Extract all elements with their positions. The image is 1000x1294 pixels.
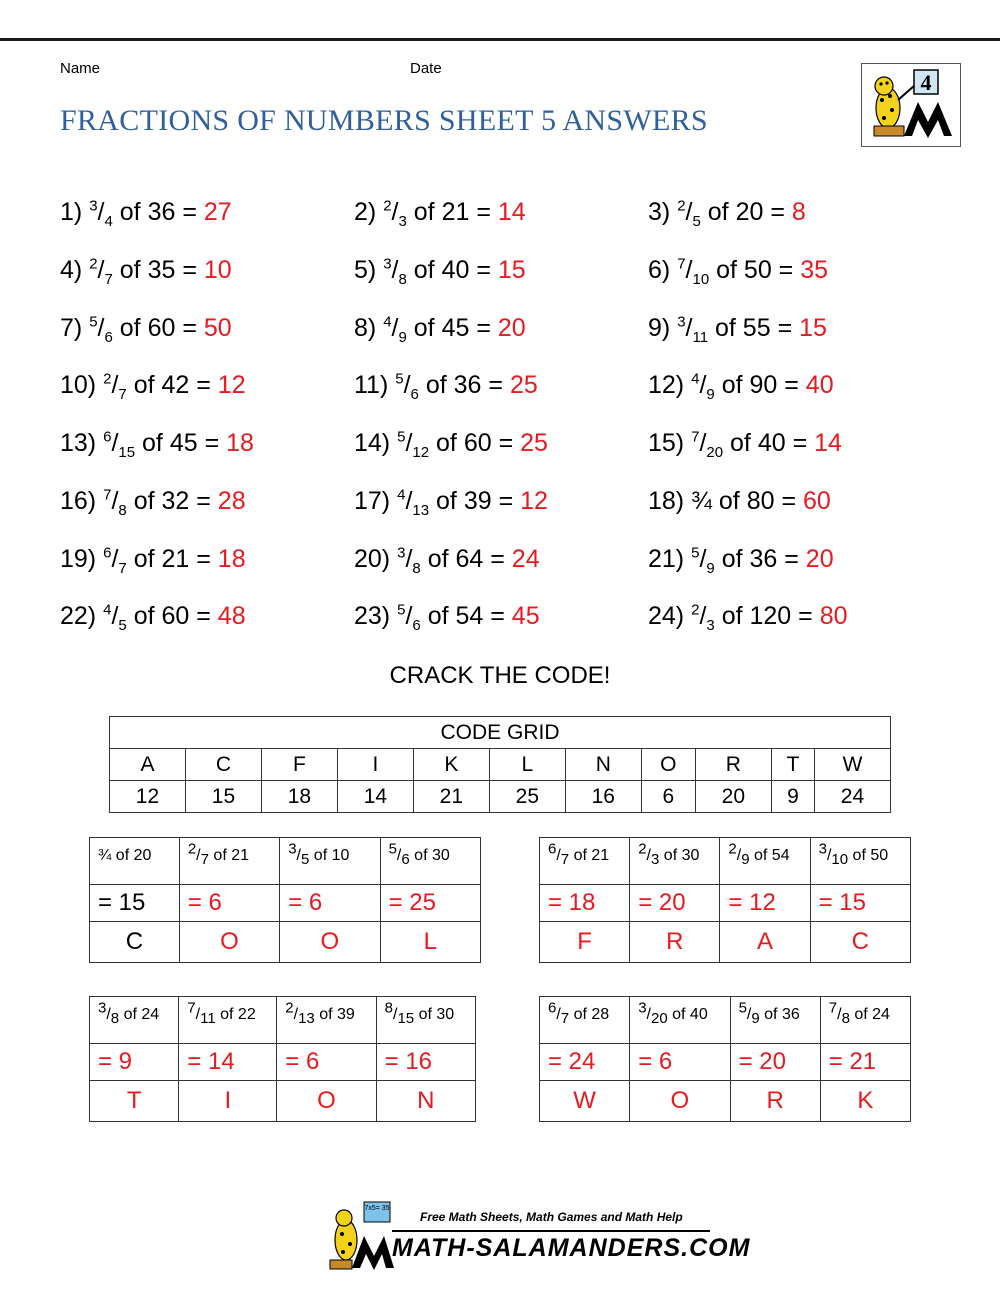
grade-logo xyxy=(861,63,961,147)
question-number: 24) xyxy=(648,602,685,630)
code-box-question: $^7/_8$ of 24 xyxy=(820,997,910,1044)
question-item xyxy=(648,487,831,516)
code-box-question-row xyxy=(90,838,481,885)
code-grid-numbers-row xyxy=(110,781,891,813)
question-text: of 120 = xyxy=(721,602,813,630)
code-grid-number: 21 xyxy=(413,781,489,813)
code-grid-letter: R xyxy=(695,749,771,781)
question-text: of 39 = xyxy=(436,487,514,515)
code-box-question-text: of 30 xyxy=(663,847,700,864)
code-grid-number: 14 xyxy=(337,781,413,813)
fraction-numerator: 4 xyxy=(691,370,700,388)
code-grid-letter: L xyxy=(489,749,565,781)
answer-value: 15 xyxy=(799,314,827,342)
fraction-denominator: 5 xyxy=(118,617,127,634)
question-item: 2) $^2/_3$ of 21 = 14 xyxy=(354,197,526,230)
crack-the-code-heading: CRACK THE CODE! xyxy=(389,662,611,689)
fraction-numerator: 6 xyxy=(103,544,112,562)
logo-badge: 4 xyxy=(920,70,932,95)
question-item: 14) $^5/_{12}$ of 60 = 25 xyxy=(354,428,548,461)
fraction-denominator: 10 xyxy=(692,271,710,288)
fraction-denominator: 7 xyxy=(560,851,570,869)
question-item: 15) $^7/_{20}$ of 40 = 14 xyxy=(648,428,842,461)
code-grid-number: 12 xyxy=(110,781,186,813)
fraction-denominator: 12 xyxy=(412,444,430,461)
question-text: of 21 = xyxy=(133,545,211,573)
fraction-denominator: 9 xyxy=(741,851,750,869)
fraction-denominator: 6 xyxy=(104,329,113,346)
code-box-question-text: of 24 xyxy=(123,1006,160,1023)
answer-value: 80 xyxy=(819,602,848,630)
code-box-question: $^3/_{10}$ of 50 xyxy=(810,838,910,885)
code-box-question-text: of 50 xyxy=(852,847,889,864)
fraction-denominator: 3 xyxy=(706,617,715,634)
question-text: of 36 = xyxy=(425,371,503,399)
question-item: 21) $^5/_9$ of 36 = 20 xyxy=(648,544,834,577)
code-box-answer: = 15 xyxy=(810,885,910,922)
code-box-question-text: of 40 xyxy=(672,1006,708,1023)
fraction-numerator: 2 xyxy=(691,601,700,619)
fraction-numerator: 3 xyxy=(397,544,406,562)
footer-badge: 7x5= 35 xyxy=(364,1205,390,1212)
fraction-numerator: 6 xyxy=(548,999,557,1017)
answer-value: 24 xyxy=(511,545,540,573)
fraction-numerator: 2 xyxy=(638,840,647,858)
fraction-numerator: 7 xyxy=(691,428,700,446)
answer-value: 50 xyxy=(203,314,232,342)
answer-value: 28 xyxy=(217,487,246,515)
code-box-question: $^3/_8$ of 24 xyxy=(90,997,179,1044)
code-box-question: $^6/_7$ of 21 xyxy=(540,838,630,885)
question-number: 20) xyxy=(354,545,391,573)
code-box-letter: T xyxy=(90,1081,179,1122)
code-box-question: $^2/_{13}$ of 39 xyxy=(277,997,376,1044)
fraction-denominator: 10 xyxy=(831,851,849,869)
fraction-denominator: 8 xyxy=(118,502,127,519)
code-box-question-text: of 54 xyxy=(754,847,790,864)
question-number: 6) xyxy=(648,256,671,284)
code-box-letter: K xyxy=(820,1081,910,1122)
question-text: of 35 = xyxy=(119,256,197,284)
code-grid-title: CODE GRID xyxy=(110,717,891,749)
code-box-answer: = 6 xyxy=(280,885,380,922)
question-number: 13) xyxy=(60,429,97,457)
question-text: of 64 = xyxy=(427,545,505,573)
fraction-numerator: 2 xyxy=(103,370,112,388)
code-box-question: $^2/_7$ of 21 xyxy=(179,838,279,885)
question-text: of 60 = xyxy=(436,429,514,457)
fraction-denominator: 9 xyxy=(706,386,715,403)
question-number: 23) xyxy=(354,602,391,630)
fraction-denominator: 5 xyxy=(301,851,310,869)
code-grid-letter: W xyxy=(814,749,890,781)
answer-value: 60 xyxy=(803,487,831,515)
fraction-numerator: 3 xyxy=(98,999,107,1017)
code-box xyxy=(539,996,911,1122)
fraction-numerator: 2 xyxy=(89,255,98,273)
question-item: 16) $^7/_8$ of 32 = 28 xyxy=(60,486,246,519)
code-box-letter: O xyxy=(630,1081,730,1122)
code-box-letter: L xyxy=(380,922,480,963)
question-item: 11) $^5/_6$ of 36 = 25 xyxy=(354,370,538,403)
code-box-question: $^8/_{15}$ of 30 xyxy=(376,997,475,1044)
code-grid xyxy=(109,716,891,813)
code-box-answer: = 18 xyxy=(540,885,630,922)
question-item: 5) $^3/_8$ of 40 = 15 xyxy=(354,255,526,288)
question-number: 16) xyxy=(60,487,97,515)
question-item: 17) $^4/_{13}$ of 39 = 12 xyxy=(354,486,548,519)
question-text: of 90 = xyxy=(721,371,799,399)
code-grid-number: 25 xyxy=(489,781,565,813)
question-number: 21) xyxy=(648,545,685,573)
question-text: of 80 = xyxy=(718,487,797,515)
fraction-denominator: 7 xyxy=(118,560,127,577)
fraction-denominator: 9 xyxy=(706,560,715,577)
code-box-letter-row xyxy=(90,1081,476,1122)
code-grid-letter: A xyxy=(110,749,186,781)
fraction-numerator: 7 xyxy=(677,255,686,273)
answer-value: 8 xyxy=(791,198,806,226)
code-box-answer: = 20 xyxy=(730,1044,820,1081)
fraction-denominator: 8 xyxy=(841,1010,850,1028)
question-number: 11) xyxy=(354,371,389,399)
answer-value: 25 xyxy=(520,429,548,457)
code-grid-letter: T xyxy=(771,749,814,781)
code-box-letter: A xyxy=(720,922,810,963)
question-item: 6) $^7/_{10}$ of 50 = 35 xyxy=(648,255,829,288)
fraction-numerator: 6 xyxy=(103,428,112,446)
question-text: of 60 = xyxy=(133,602,211,630)
code-box-answer: = 24 xyxy=(540,1044,630,1081)
question-item: 23) $^5/_6$ of 54 = 45 xyxy=(354,601,540,634)
code-box-answer: = 9 xyxy=(90,1044,179,1081)
question-number: 17) xyxy=(354,487,391,515)
code-box-letter: C xyxy=(810,922,910,963)
answer-value: 40 xyxy=(805,371,834,399)
code-box-letter-row xyxy=(90,922,481,963)
question-number: 18) xyxy=(648,487,685,515)
code-box-question: $^3/_5$ of 10 xyxy=(280,838,380,885)
fraction-denominator: 20 xyxy=(651,1010,668,1028)
code-box-answer: = 6 xyxy=(277,1044,376,1081)
code-box-letter: W xyxy=(540,1081,630,1122)
fraction-denominator: 3 xyxy=(651,851,660,869)
fraction-numerator: 5 xyxy=(89,313,98,331)
code-box-question xyxy=(90,838,180,885)
question-item: 4) $^2/_7$ of 35 = 10 xyxy=(60,255,232,288)
answer-value: 20 xyxy=(805,545,834,573)
fraction-denominator: 9 xyxy=(751,1010,760,1028)
fraction-denominator: 9 xyxy=(398,329,407,346)
code-box-question: $^7/_{11}$ of 22 xyxy=(179,997,277,1044)
code-box-answer-row xyxy=(540,885,911,922)
fraction-numerator: 2 xyxy=(728,840,737,858)
fraction-numerator: 3 xyxy=(818,840,827,858)
question-text: of 36 = xyxy=(119,198,197,226)
question-number: 22) xyxy=(60,602,97,630)
answer-value: 12 xyxy=(520,487,548,515)
code-box-question-text: of 10 xyxy=(313,847,350,864)
code-box-question-text: of 24 xyxy=(854,1006,890,1023)
code-box-question-text: of 28 xyxy=(573,1006,610,1023)
code-grid-letter: C xyxy=(185,749,261,781)
fraction-denominator: 7 xyxy=(104,271,113,288)
code-box-answer-row xyxy=(90,885,481,922)
fraction-numerator: 4 xyxy=(103,601,112,619)
fraction-denominator: 6 xyxy=(412,617,421,634)
fraction-glyph: ¾ xyxy=(691,487,712,515)
footer-tagline: Free Math Sheets, Math Games and Math Help xyxy=(420,1210,683,1224)
code-box-question: $^2/_9$ of 54 xyxy=(720,838,810,885)
code-box-answer: = 6 xyxy=(630,1044,730,1081)
fraction-numerator: 5 xyxy=(691,544,700,562)
fraction-denominator: 4 xyxy=(104,213,113,230)
code-box xyxy=(539,837,911,963)
question-item: 8) $^4/_9$ of 45 = 20 xyxy=(354,313,526,346)
question-text: of 21 = xyxy=(413,198,491,226)
question-number: 9) xyxy=(648,314,671,342)
answer-value: 35 xyxy=(800,256,829,284)
name-label: Name xyxy=(60,60,101,77)
question-number: 8) xyxy=(354,314,377,342)
code-box-letter: R xyxy=(630,922,720,963)
code-box-question-text: of 21 xyxy=(213,847,250,864)
code-grid-letter: O xyxy=(641,749,695,781)
fraction-denominator: 13 xyxy=(298,1010,315,1028)
fraction-numerator: 5 xyxy=(388,840,397,858)
question-number: 2) xyxy=(354,198,377,226)
question-item: 19) $^6/_7$ of 21 = 18 xyxy=(60,544,246,577)
answer-value: 27 xyxy=(203,198,232,226)
code-grid-number: 6 xyxy=(641,781,695,813)
code-box-question-text: of 30 xyxy=(414,847,450,864)
fraction-denominator: 8 xyxy=(110,1010,120,1028)
fraction-numerator: 8 xyxy=(384,999,393,1017)
question-number: 19) xyxy=(60,545,97,573)
question-item: 20) $^3/_8$ of 64 = 24 xyxy=(354,544,540,577)
code-box-question: $^5/_6$ of 30 xyxy=(380,838,480,885)
question-text: of 40 = xyxy=(730,429,808,457)
answer-value: 18 xyxy=(226,429,254,457)
code-box-answer-row xyxy=(540,1044,911,1081)
fraction-numerator: 3 xyxy=(383,255,392,273)
fraction-glyph: ¾ xyxy=(98,847,112,864)
answer-value: 14 xyxy=(497,198,526,226)
answer-value: 20 xyxy=(497,314,526,342)
code-box-answer: = 21 xyxy=(820,1044,910,1081)
code-box-answer: = 6 xyxy=(179,885,279,922)
question-item: 10) $^2/_7$ of 42 = 12 xyxy=(60,370,246,403)
code-grid-number: 9 xyxy=(771,781,814,813)
fraction-denominator: 8 xyxy=(412,560,421,577)
code-box-letter: O xyxy=(179,922,279,963)
code-box-question-text: of 39 xyxy=(319,1006,355,1023)
answer-value: 45 xyxy=(511,602,540,630)
question-text: of 40 = xyxy=(413,256,491,284)
code-box-answer: = 15 xyxy=(90,885,180,922)
code-box-question-row xyxy=(540,997,911,1044)
answer-value: 12 xyxy=(217,371,246,399)
question-text: of 32 = xyxy=(133,487,211,515)
code-grid-number: 15 xyxy=(185,781,261,813)
question-number: 10) xyxy=(60,371,97,399)
fraction-numerator: 3 xyxy=(677,313,686,331)
code-box-letter: C xyxy=(90,922,180,963)
answer-value: 15 xyxy=(497,256,526,284)
question-item: 12) $^4/_9$ of 90 = 40 xyxy=(648,370,834,403)
salamander-mascot-icon xyxy=(322,1200,394,1272)
code-grid-number: 24 xyxy=(814,781,890,813)
code-box-question-text: of 30 xyxy=(418,1006,455,1023)
question-text: of 20 = xyxy=(707,198,785,226)
answer-value: 10 xyxy=(203,256,232,284)
fraction-numerator: 7 xyxy=(187,999,196,1017)
fraction-numerator: 5 xyxy=(397,428,406,446)
code-grid-letter: F xyxy=(261,749,337,781)
fraction-denominator: 13 xyxy=(412,502,430,519)
question-number: 7) xyxy=(60,314,83,342)
question-item: 3) $^2/_5$ of 20 = 8 xyxy=(648,197,806,230)
code-box-letter: N xyxy=(376,1081,475,1122)
code-box-question-text: of 21 xyxy=(573,847,610,864)
question-text: of 42 = xyxy=(133,371,211,399)
question-text: of 36 = xyxy=(721,545,799,573)
fraction-denominator: 8 xyxy=(398,271,407,288)
page-title: FRACTIONS OF NUMBERS SHEET 5 ANSWERS xyxy=(60,104,708,137)
top-rule xyxy=(0,38,1000,41)
code-box-letter-row xyxy=(540,1081,911,1122)
question-number: 15) xyxy=(648,429,685,457)
question-item: 24) $^2/_3$ of 120 = 80 xyxy=(648,601,848,634)
question-text: of 45 = xyxy=(413,314,491,342)
code-box-letter-row xyxy=(540,922,911,963)
fraction-denominator: 6 xyxy=(410,386,419,403)
answer-value: 48 xyxy=(217,602,246,630)
fraction-denominator: 15 xyxy=(118,444,136,461)
question-text: of 55 = xyxy=(715,314,793,342)
fraction-denominator: 15 xyxy=(397,1010,415,1028)
footer-rule xyxy=(392,1230,710,1232)
answer-value: 14 xyxy=(814,429,842,457)
fraction-denominator: 6 xyxy=(401,851,410,869)
code-box-answer: = 20 xyxy=(630,885,720,922)
code-grid-letter: K xyxy=(413,749,489,781)
code-box-letter: R xyxy=(730,1081,820,1122)
fraction-numerator: 5 xyxy=(397,601,406,619)
question-number: 4) xyxy=(60,256,83,284)
fraction-denominator: 3 xyxy=(398,213,407,230)
fraction-denominator: 7 xyxy=(200,851,209,869)
code-box-answer: = 25 xyxy=(380,885,480,922)
footer-site-name: MATH-SALAMANDERS.COM xyxy=(392,1234,751,1262)
question-item: 13) $^6/_{15}$ of 45 = 18 xyxy=(60,428,254,461)
code-box-answer: = 14 xyxy=(179,1044,277,1081)
question-item: 1) $^3/_4$ of 36 = 27 xyxy=(60,197,232,230)
fraction-denominator: 11 xyxy=(200,1010,216,1028)
code-box xyxy=(89,837,481,963)
code-box-letter: F xyxy=(540,922,630,963)
fraction-numerator: 5 xyxy=(395,370,404,388)
salamander-logo-icon xyxy=(862,64,960,146)
fraction-numerator: 7 xyxy=(103,486,112,504)
question-item: 22) $^4/_5$ of 60 = 48 xyxy=(60,601,246,634)
question-item: 7) $^5/_6$ of 60 = 50 xyxy=(60,313,232,346)
question-number: 5) xyxy=(354,256,377,284)
fraction-numerator: 4 xyxy=(397,486,406,504)
code-box-answer: = 12 xyxy=(720,885,810,922)
question-number: 1) xyxy=(60,198,83,226)
code-box-letter: O xyxy=(280,922,380,963)
code-box-question-row xyxy=(540,838,911,885)
fraction-denominator: 7 xyxy=(118,386,127,403)
fraction-denominator: 20 xyxy=(706,444,724,461)
answer-value: 25 xyxy=(509,371,538,399)
question-number: 12) xyxy=(648,371,685,399)
fraction-numerator: 3 xyxy=(288,840,297,858)
fraction-numerator: 3 xyxy=(638,999,647,1017)
fraction-denominator: 11 xyxy=(692,329,709,346)
fraction-numerator: 4 xyxy=(383,313,392,331)
answer-value: 18 xyxy=(217,545,246,573)
code-box-question: $^2/_3$ of 30 xyxy=(630,838,720,885)
fraction-numerator: 2 xyxy=(677,197,686,215)
question-text: of 50 = xyxy=(716,256,794,284)
code-grid-letters-row xyxy=(110,749,891,781)
code-box-question-text: of 36 xyxy=(764,1006,800,1023)
code-box-question: $^6/_7$ of 28 xyxy=(540,997,630,1044)
question-text: of 45 = xyxy=(142,429,220,457)
footer-logo xyxy=(322,1200,751,1272)
question-number: 14) xyxy=(354,429,391,457)
fraction-numerator: 7 xyxy=(828,999,838,1017)
code-grid-number: 18 xyxy=(261,781,337,813)
code-box-answer-row xyxy=(90,1044,476,1081)
code-box-question: $^3/_{20}$ of 40 xyxy=(630,997,730,1044)
code-grid-letter: I xyxy=(337,749,413,781)
fraction-numerator: 2 xyxy=(187,840,197,858)
code-box-question-row xyxy=(90,997,476,1044)
question-text: of 54 = xyxy=(427,602,505,630)
fraction-denominator: 5 xyxy=(692,213,701,230)
code-box-answer: = 16 xyxy=(376,1044,475,1081)
fraction-numerator: 2 xyxy=(285,999,294,1017)
fraction-numerator: 6 xyxy=(548,840,557,858)
code-box-letter: I xyxy=(179,1081,277,1122)
fraction-numerator: 2 xyxy=(383,197,392,215)
code-box-question: $^5/_9$ of 36 xyxy=(730,997,820,1044)
question-item: 9) $^3/_{11}$ of 55 = 15 xyxy=(648,313,827,346)
code-box-letter: O xyxy=(277,1081,376,1122)
code-grid-number: 20 xyxy=(695,781,771,813)
question-number: 3) xyxy=(648,198,671,226)
question-text: of 60 = xyxy=(119,314,197,342)
fraction-numerator: 5 xyxy=(738,999,747,1017)
code-grid-letter: N xyxy=(565,749,641,781)
code-box xyxy=(89,996,476,1122)
code-grid-number: 16 xyxy=(565,781,641,813)
fraction-denominator: 7 xyxy=(560,1010,570,1028)
date-label: Date xyxy=(410,60,442,77)
code-box-question-text: of 20 xyxy=(115,847,152,864)
code-box-question-text: of 22 xyxy=(220,1006,256,1023)
fraction-numerator: 3 xyxy=(89,197,98,215)
